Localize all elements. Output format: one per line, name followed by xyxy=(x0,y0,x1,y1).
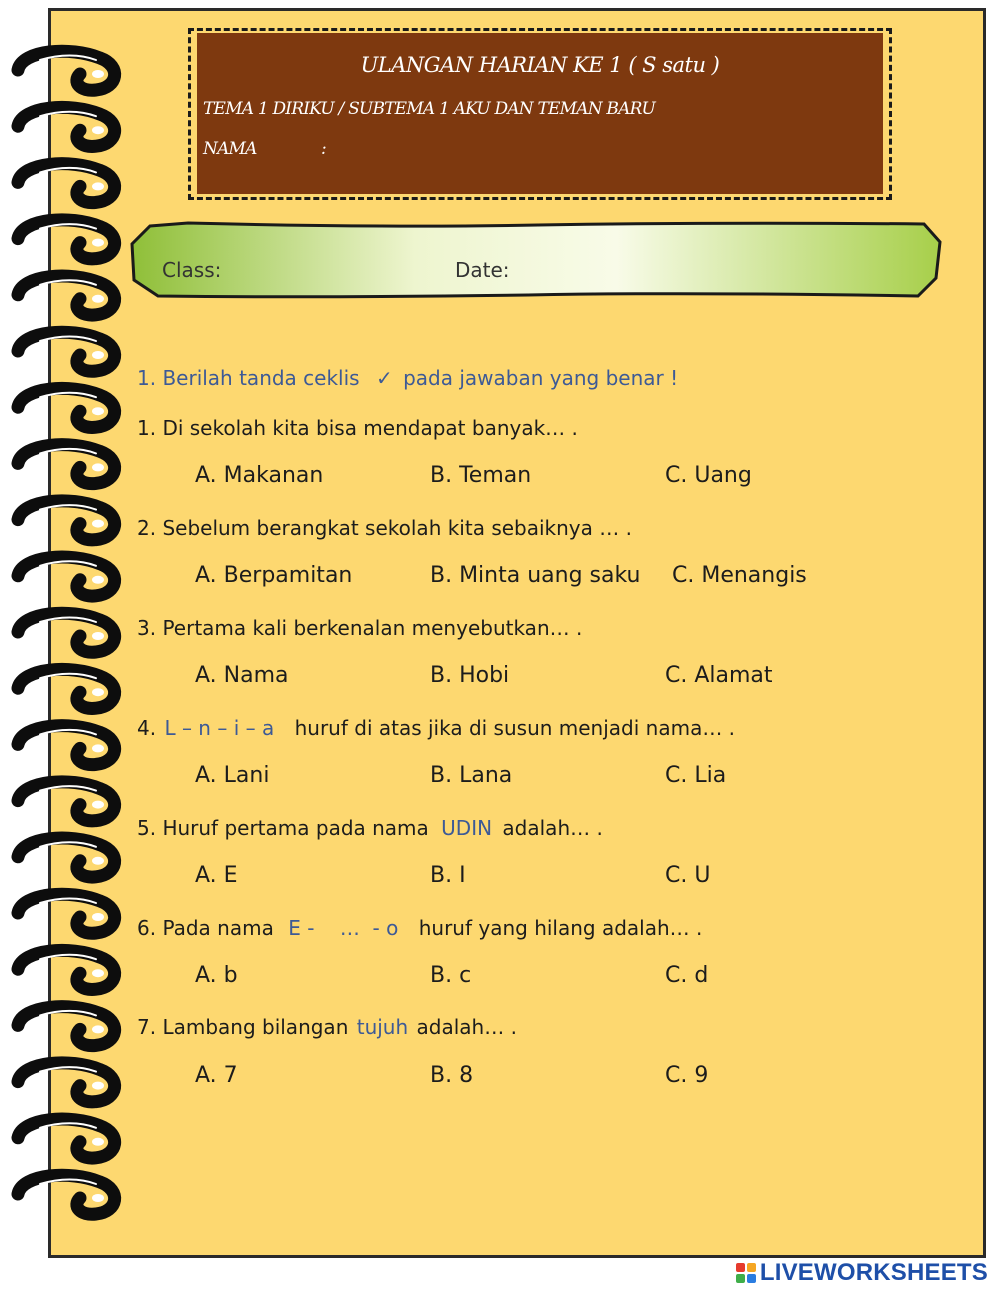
class-date-banner xyxy=(128,220,944,300)
q7-option-b[interactable]: B. 8 xyxy=(430,1063,474,1088)
question-7-rest: adalah… . xyxy=(416,1015,517,1039)
question-7-prefix: 7. Lambang bilangan xyxy=(137,1015,349,1039)
question-6-pattern: E - … - o xyxy=(288,916,399,940)
binding-ring xyxy=(18,557,115,596)
binding-ring xyxy=(18,1063,115,1102)
q7-option-c[interactable]: C. 9 xyxy=(665,1063,709,1088)
binding-ring xyxy=(18,894,115,933)
instruction-suffix: pada jawaban yang benar ! xyxy=(403,366,679,390)
binding-ring xyxy=(18,838,115,877)
q6-option-b[interactable]: B. c xyxy=(430,963,472,988)
logo-square-2 xyxy=(747,1263,756,1272)
date-label: Date: xyxy=(455,258,510,282)
class-label: Class: xyxy=(162,258,222,282)
question-6-rest: huruf yang hilang adalah… . xyxy=(418,916,703,940)
question-5-rest: adalah… . xyxy=(502,816,603,840)
binding-ring xyxy=(18,388,115,427)
q4-option-c[interactable]: C. Lia xyxy=(665,763,727,788)
worksheet-header xyxy=(188,28,892,200)
logo-square-1 xyxy=(736,1263,745,1272)
q3-option-b[interactable]: B. Hobi xyxy=(430,663,510,688)
binding-ring xyxy=(18,51,115,90)
logo-square-4 xyxy=(747,1274,756,1283)
q5-option-a[interactable]: A. E xyxy=(195,863,238,888)
q1-option-a[interactable]: A. Makanan xyxy=(195,463,324,488)
question-5 xyxy=(137,816,603,840)
q5-option-b[interactable]: B. I xyxy=(430,863,466,888)
q6-option-a[interactable]: A. b xyxy=(195,963,238,988)
q4-option-b[interactable]: B. Lana xyxy=(430,763,513,788)
logo-squares xyxy=(736,1263,756,1283)
question-4-rest: huruf di atas jika di susun menjadi nama… . xyxy=(294,716,736,740)
q4-option-a[interactable]: A. Lani xyxy=(195,763,270,788)
question-4 xyxy=(137,716,735,740)
question-3: 3. Pertama kali berkenalan menyebutkan… . xyxy=(137,616,583,640)
q6-option-c[interactable]: C. d xyxy=(665,963,709,988)
q3-option-c[interactable]: C. Alamat xyxy=(665,663,773,688)
logo-text: LIVEWORKSHEETS xyxy=(759,1259,988,1286)
name-colon: : xyxy=(321,139,327,159)
q1-option-c[interactable]: C. Uang xyxy=(665,463,752,488)
q2-option-c[interactable]: C. Menangis xyxy=(672,563,807,588)
q5-option-c[interactable]: C. U xyxy=(665,863,711,888)
spiral-binding xyxy=(0,0,140,1291)
q1-option-b[interactable]: B. Teman xyxy=(430,463,532,488)
binding-ring xyxy=(18,1007,115,1046)
binding-ring xyxy=(18,501,115,540)
binding-ring xyxy=(18,276,115,315)
binding-ring xyxy=(18,613,115,652)
question-6-prefix: 6. Pada nama xyxy=(137,916,274,940)
theme-subtitle: TEMA 1 DIRIKU / SUBTEMA 1 AKU DAN TEMAN BARU xyxy=(203,99,656,119)
instruction xyxy=(137,366,678,390)
binding-ring xyxy=(18,445,115,484)
binding-ring xyxy=(18,669,115,708)
question-7-word: tujuh xyxy=(356,1015,409,1039)
binding-ring xyxy=(18,782,115,821)
question-2: 2. Sebelum berangkat sekolah kita sebaiknya … . xyxy=(137,516,632,540)
binding-ring xyxy=(18,332,115,371)
binding-ring xyxy=(18,726,115,765)
instruction-prefix: 1. Berilah tanda ceklis xyxy=(137,366,360,390)
name-label: NAMA xyxy=(203,139,257,159)
binding-ring xyxy=(18,950,115,989)
question-7 xyxy=(137,1015,517,1039)
question-5-prefix: 5. Huruf pertama pada nama xyxy=(137,816,429,840)
q2-option-a[interactable]: A. Berpamitan xyxy=(195,563,353,588)
binding-ring xyxy=(18,107,115,146)
q2-option-b[interactable]: B. Minta uang saku xyxy=(430,563,641,588)
q7-option-a[interactable]: A. 7 xyxy=(195,1063,238,1088)
binding-ring xyxy=(18,220,115,259)
question-5-name: UDIN xyxy=(441,816,493,840)
question-4-number: 4. xyxy=(137,716,157,740)
question-4-letters: L – n – i – a xyxy=(164,716,275,740)
binding-ring xyxy=(18,1119,115,1158)
binding-ring xyxy=(18,164,115,203)
q3-option-a[interactable]: A. Nama xyxy=(195,663,289,688)
worksheet-title: ULANGAN HARIAN KE 1 ( S satu ) xyxy=(360,53,720,77)
binding-ring xyxy=(18,1175,115,1214)
question-1: 1. Di sekolah kita bisa mendapat banyak… . xyxy=(137,416,578,440)
logo-square-3 xyxy=(736,1274,745,1283)
question-6 xyxy=(137,916,702,940)
check-icon: ✓ xyxy=(375,366,393,390)
liveworksheets-logo xyxy=(736,1258,988,1288)
